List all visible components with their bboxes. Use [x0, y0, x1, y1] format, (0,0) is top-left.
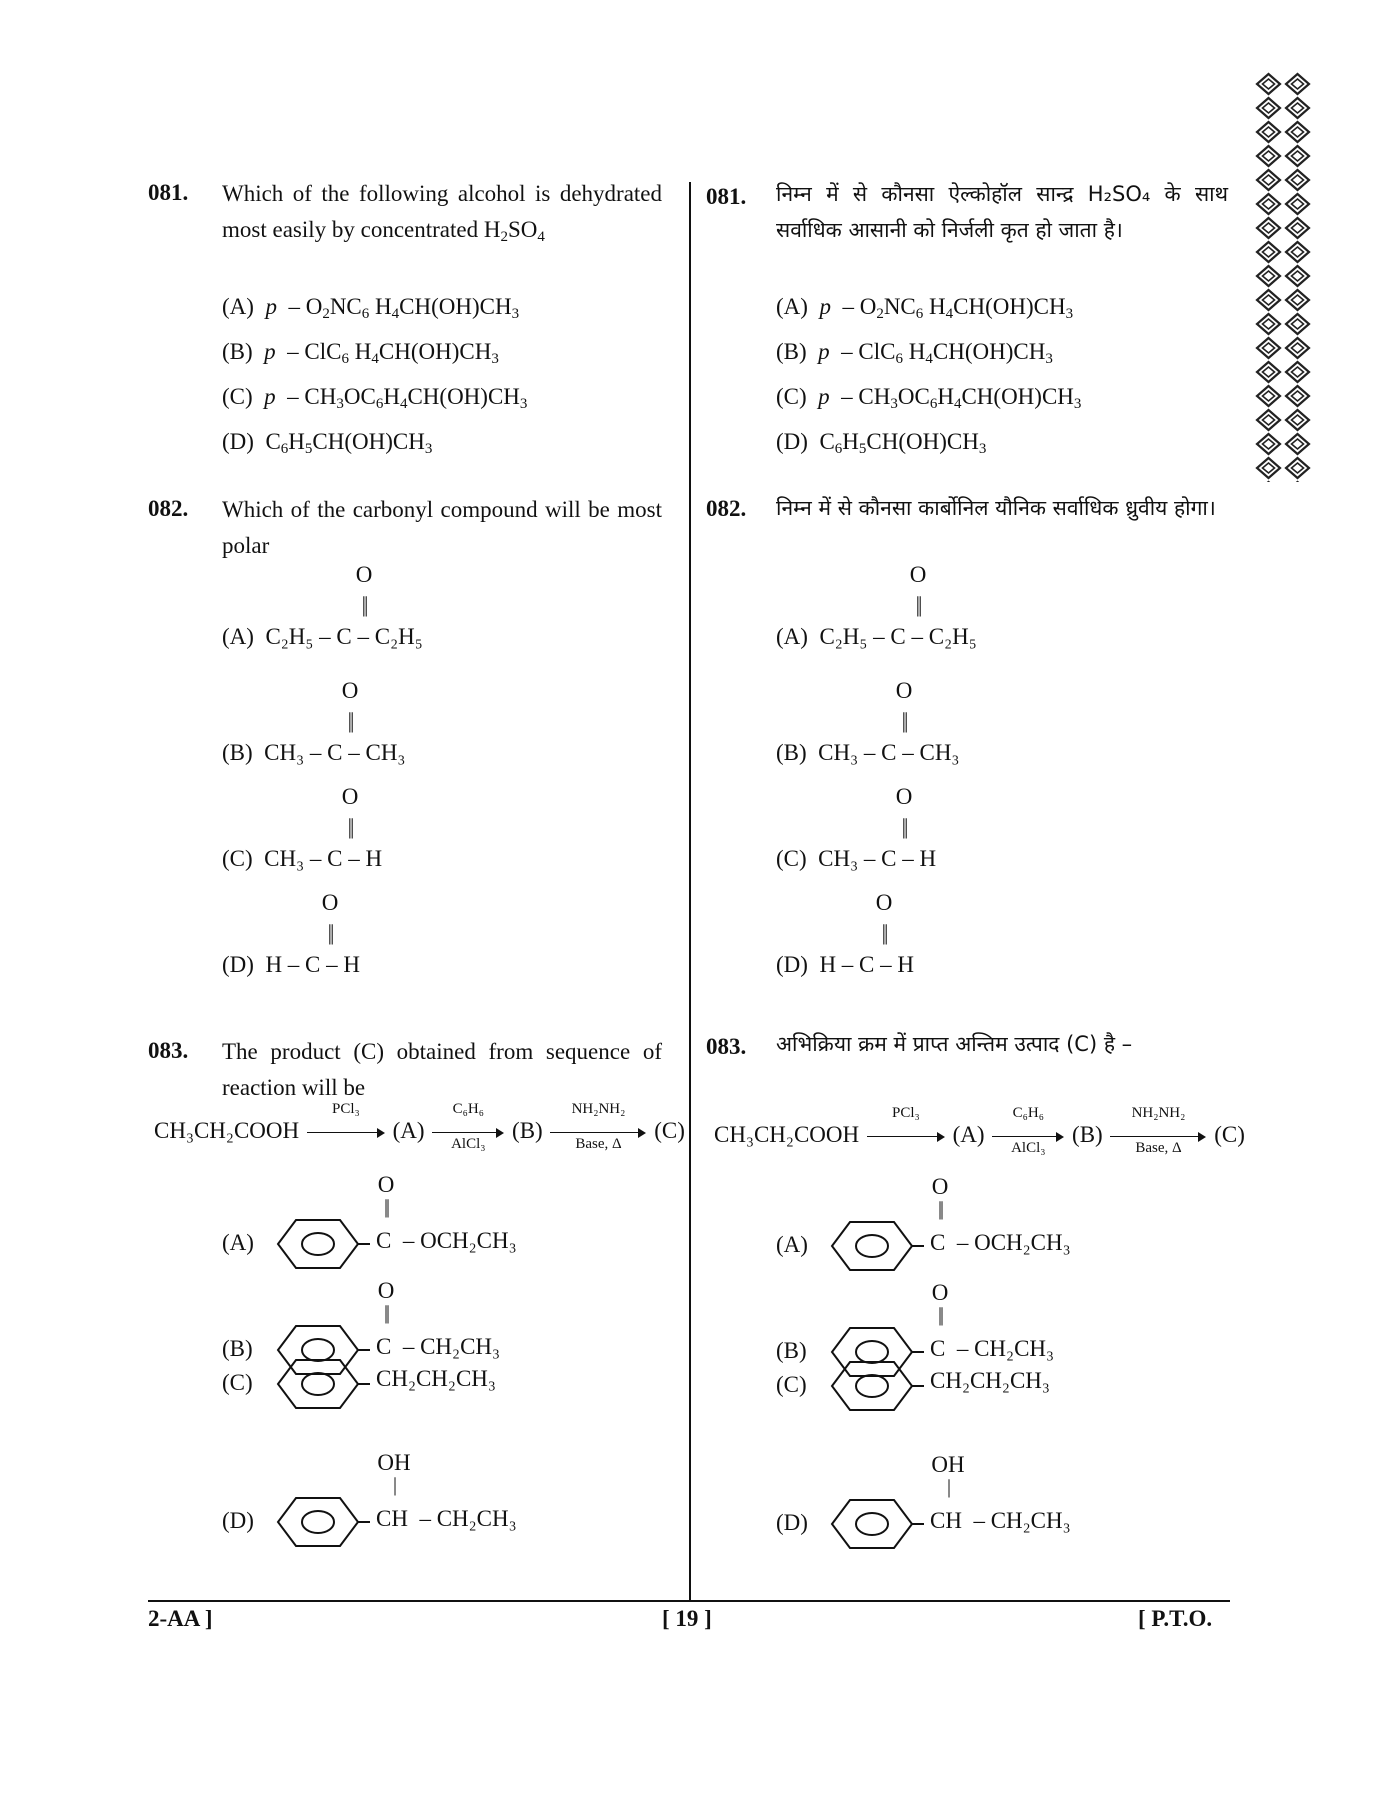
reaction-sequence: CH₃CH₂COOH PCl₃ (A) C₆H₆ AlCl₃ (B) NH₂NH₂ Base, Δ (C) [154, 1100, 685, 1152]
option-c[interactable]: (C) p – $CH_3OC_6H_4CH(OH)CH_3$ [222, 384, 528, 412]
question-number: 082. [148, 496, 189, 521]
product-option-b[interactable]: (B) O || C – CH₂CH₃ [222, 1278, 602, 1388]
product-option-a[interactable]: (A) O || C – OCH₂CH₃ [776, 1174, 1156, 1284]
benzene-ring-icon [828, 1358, 928, 1414]
pto-label: [ P.T.O. [1138, 1606, 1213, 1631]
product-option-d[interactable]: (D) OH | CH – CH₂CH₃ [776, 1452, 1156, 1562]
option-b[interactable]: (B) p – ClC$_6$ $H_4CH(OH)CH_3$ [776, 339, 1053, 367]
question-number: 081. [706, 184, 747, 209]
benzene-ring-icon [274, 1494, 374, 1550]
product-option-c[interactable]: (C) CH₂CH₂CH₃ [776, 1354, 1156, 1424]
footer-rule [148, 1600, 1230, 1602]
product-option-a[interactable]: (A) O || C – OCH₂CH₃ [222, 1172, 602, 1282]
question-text: Which of the following alcohol is dehydrated most easily by concentrated $H_2SO_4$ [222, 181, 662, 245]
option-d[interactable]: (D) $C_6H_5CH(OH)CH_3$ [222, 429, 433, 457]
option-b[interactable]: (B) p – ClC$_6$ $H_4CH(OH)CH_3$ [222, 339, 499, 367]
option-a[interactable]: (A) p – $O_2NC_6$ $H_4CH(OH)CH_3$ [222, 294, 520, 322]
option-c[interactable]: (C) p – $CH_3OC_6H_4CH(OH)CH_3$ [776, 384, 1082, 412]
product-option-d[interactable]: (D) OH | CH – CH₂CH₃ [222, 1450, 602, 1560]
question-text: निम्न में से कौनसा कार्बोनिल यौनिक सर्वाधिक ध्रुवीय होगा। [776, 496, 1216, 520]
hindi-column: 081. निम्न में से कौनसा ऐल्कोहॉल सान्द्र H₂SO₄ के साथ सर्वाधिक आसानी को निर्जली कृत हो जाता है। (A) p – $O_2NC_6$ $H_4CH(OH)CH_3$ (B) p – ClC$_6$ $H_4CH(OH)CH_3$ (C) p – $CH_3OC_6H_4CH(OH)CH_3$ (D) $C_6H_5CH(OH)CH_3$ 082. निम्न में से कौनसा कार्बोनिल यौनिक सर्वाधिक ध्रुवीय होगा। O || (A) C₂H₅ – C – C₂H₅ O || (B) CH₃ – C – CH₃ O || (C) CH₃ – C – H O || (D) H – C – H 083. अभिक्रिया क्रम में प्राप्त अन्तिम उत्पाद (C) है – CH₃CH₂COOH PCl₃ (A) C₆H₆ AlCl₃ (B) NH₂NH₂ Base, Δ (C) (A) O || C – OCH₂CH₃ (B) O || C – CH₂CH₃ (C) CH₂CH₂CH₃ (D) OH | CH – CH₂CH₃ [690, 0, 1388, 1801]
english-column: 081. Which of the following alcohol is dehydrated most easily by concentrated $H_2SO_4$ (A) p – $O_2NC_6$ $H_4CH(OH)CH_3$ (B) p – ClC$_6$ $H_4CH(OH)CH_3$ (C) p – $CH_3OC_6H_4CH(OH)CH_3$ (D) $C_6H_5CH(OH)CH_3$ 082. Which of the carbonyl compound will be most polar O || (A) C₂H₅ – C – C₂H₅ O || (B) CH₃ – C – CH₃ O || (C) CH₃ – C – H O || (D) H – C – H 083. The product (C) obtained from sequence of reaction will be CH₃CH₂COOH PCl₃ (A) C₆H₆ AlCl₃ (B) NH₂NH₂ Base, Δ (C) (A) O || C – OCH₂CH₃ (B) O || C – CH₂CH₃ (C) CH₂CH₂CH₃ (D) OH | CH – CH₂CH₃ [0, 0, 690, 1801]
footer-code: 2-AA ] [148, 1606, 213, 1631]
question-number: 081. [148, 180, 189, 205]
benzene-ring-icon [828, 1218, 928, 1274]
page-number: [ 19 ] [662, 1606, 712, 1631]
column-divider [689, 182, 691, 1600]
question-text: अभिक्रिया क्रम में प्राप्त अन्तिम उत्पाद (C) है – [776, 1032, 1133, 1056]
question-text: The product (C) obtained from sequence of reaction will be [222, 1039, 662, 1100]
benzene-ring-icon [274, 1216, 374, 1272]
question-text: Which of the carbonyl compound will be most polar [222, 497, 662, 558]
question-number: 083. [706, 1034, 747, 1059]
question-text: निम्न में से कौनसा ऐल्कोहॉल सान्द्र H₂SO₄ के साथ सर्वाधिक आसानी को निर्जली कृत हो जाता है। [776, 182, 1228, 242]
product-option-c[interactable]: (C) CH₂CH₂CH₃ [222, 1352, 602, 1422]
option-d[interactable]: (D) $C_6H_5CH(OH)CH_3$ [776, 429, 987, 457]
benzene-ring-icon [274, 1356, 374, 1412]
benzene-ring-icon [828, 1496, 928, 1552]
reaction-sequence: CH₃CH₂COOH PCl₃ (A) C₆H₆ AlCl₃ (B) NH₂NH₂ Base, Δ (C) [714, 1104, 1245, 1156]
option-a[interactable]: (A) p – $O_2NC_6$ $H_4CH(OH)CH_3$ [776, 294, 1074, 322]
question-number: 082. [706, 496, 747, 521]
question-number: 083. [148, 1038, 189, 1063]
product-option-b[interactable]: (B) O || C – CH₂CH₃ [776, 1280, 1156, 1390]
